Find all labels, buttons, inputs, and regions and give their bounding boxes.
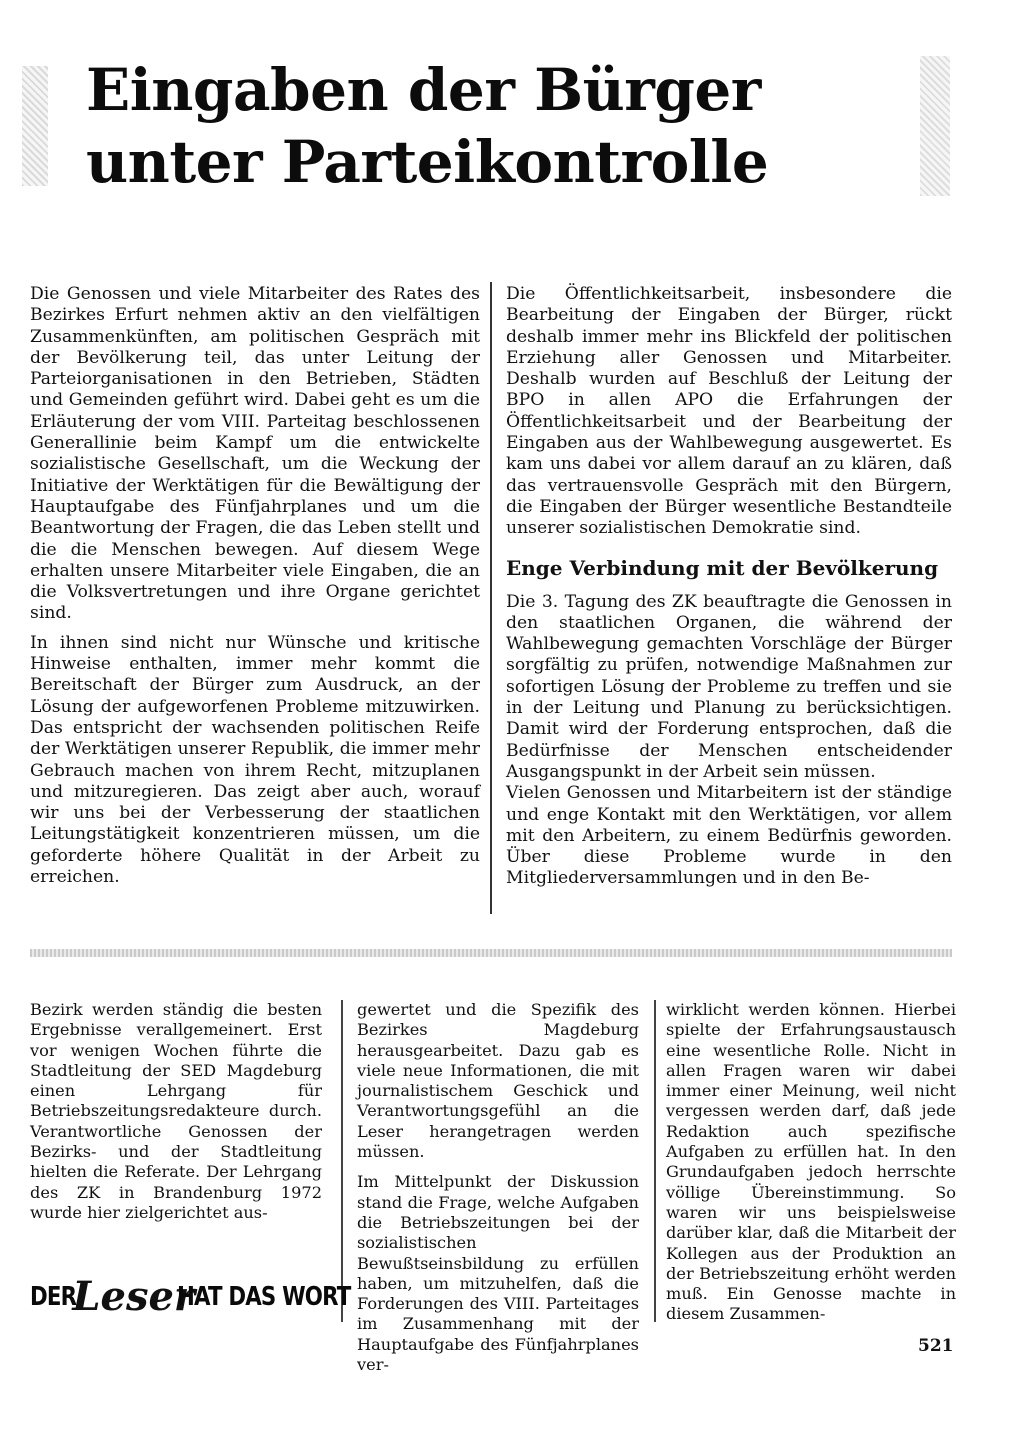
column-divider (341, 1000, 343, 1322)
article-title-line-1: Eingaben der Bürger (86, 56, 761, 124)
article-paragraph: Die 3. Tagung des ZK beauftragte die Genossen in den staatlichen Organen, die während der Wahlbewegung gemachten Vorschläge der Bürger sorgfältig zu prüfen, notwendige Maßnahmen zur sofortigen Lösung der Probleme zu treffen und sie in der Leitung und Planung zu berücksichtigen. Damit wird der Forderung entsprochen, daß die Bedürfnisse der Menschen entscheidender Ausgangspunkt in der Arbeit sein müssen. (506, 591, 952, 782)
article-paragraph: In ihnen sind nicht nur Wünsche und kritische Hinweise enthalten, immer mehr kommt die Bereitschaft der Bürger zum Ausdruck, an der Lösung der aufgeworfenen Probleme mitzuwirken. Das entspricht der wachsenden politischen Reife der Werktätigen unserer Republik, die immer mehr Gebrauch machen von ihrem Recht, mitzuplanen und mitzuregieren. Das zeigt aber auch, worauf wir uns bei der Verbesserung der staatlichen Leitungstätigkeit konzentrieren müssen, um die geforderte höhere Qualität in der Arbeit zu erreichen. (30, 632, 480, 888)
reader-column-1 (30, 1000, 322, 1223)
page-number: 521 (918, 1336, 954, 1356)
scan-mark-left (22, 66, 48, 186)
logo-text-der: DER (30, 1282, 77, 1312)
reader-column-3 (666, 1000, 956, 1325)
logo-text-hat-das-wort: HAT DAS WORT (177, 1282, 351, 1312)
article-title (86, 54, 916, 198)
article-paragraph: Die Genossen und viele Mitarbeiter des Rates des Bezirkes Erfurt nehmen aktiv an den vielfältigen Zusammenkünften, am politischen Gespräch mit der Bevölkerung teil, das unter Leitung der Parteiorganisationen in den Betrieben, Städten und Gemeinden geführt wird. Dabei geht es um die Erläuterung der vom VIII. Parteitag beschlossenen Generallinie beim Kampf um die entwickelte sozialistische Gesellschaft, um die Weckung der Initiative der Werktätigen für die Bewältigung der Hauptaufgabe des Fünfjahrplanes und um die Beantwortung der Fragen, die das Leben stellt und die die Menschen bewegen. Auf diesem Wege erhalten unsere Mitarbeiter viele Eingaben, die an die Volksvertretungen und ihre Organe gerichtet sind. (30, 284, 480, 624)
reader-paragraph: Bezirk werden ständig die besten Ergebnisse verallgemeinert. Erst vor wenigen Wochen führte die Stadtleitung der SED Magdeburg einen Lehrgang für Betriebszeitungsredakteure durch. Verantwortliche Genossen der Bezirks- und der Stadtleitung hielten die Referate. Der Lehrgang des ZK in Brandenburg 1972 wurde hier zielgerichtet aus- (30, 1000, 322, 1222)
logo-text-leser: Leser (72, 1273, 195, 1320)
article-column-left (30, 284, 480, 888)
column-divider (490, 282, 492, 914)
article-paragraph: Die Öffentlichkeitsarbeit, insbesondere die Bearbeitung der Eingaben der Bürger, rückt deshalb immer mehr ins Blickfeld der politischen Erziehung aller Genossen und Mitarbeiter. Deshalb wurden auf Beschluß der Leitung der BPO in allen APO die Erfahrungen der Öffentlichkeitsarbeit und der Bearbeitung der Eingaben aus der Wahlbewegung ausgewertet. Es kam uns dabei vor allem darauf an zu klären, daß das vertrauensvolle Gespräch mit den Bürgern, die Eingaben der Bürger wesentliche Bestandteile unserer sozialistischen Demokratie sind. (506, 284, 952, 539)
article-title-line-2: unter Parteikontrolle (86, 128, 769, 196)
reader-paragraph: Im Mittelpunkt der Diskussion stand die Frage, welche Aufgaben die Betriebszeitungen bei der sozialistischen Bewußtseinsbildung zu erfüllen haben, um mitzuhelfen, daß die Forderungen des VIII. Parteitages im Zusammenhang mit der Hauptaufgabe des Fünfjahrplanes ver- (357, 1172, 639, 1375)
section-separator (30, 949, 952, 957)
reader-paragraph: wirklicht werden können. Hierbei spielte der Erfahrungsaustausch eine wesentliche Rolle. Nicht in allen Fragen waren wir dabei immer einer Meinung, weil nicht vergessen werden darf, daß jede Redaktion auch spezifische Aufgaben zu erfüllen hat. In den Grundaufgaben jedoch herrschte völlige Übereinstimmung. So waren wir uns beispielsweise darüber klar, daß die Mitarbeit der Kollegen aus der Produktion an der Betriebszeitung erhöht werden muß. Ein Genosse machte in diesem Zusammen- (666, 1000, 956, 1324)
reader-section-logo (30, 1272, 351, 1322)
reader-paragraph: gewertet und die Spezifik des Bezirkes Magdeburg herausgearbeitet. Dazu gab es viele neue Informationen, die mit journalistischem Geschick und Verantwortungsgefühl an die Leser herangetragen werden müssen. (357, 1000, 639, 1162)
article-paragraph: Vielen Genossen und Mitarbeitern ist der ständige und enge Kontakt mit den Werktätigen, vor allem mit den Arbeitern, zu einem Bedürfnis geworden. Über diese Probleme wurde in den Mitgliederversammlungen und in den Be- (506, 783, 952, 889)
reader-column-2 (357, 1000, 639, 1375)
section-subheading: Enge Verbindung mit der Bevölkerung (506, 555, 939, 580)
scan-mark-right (920, 56, 950, 196)
article-column-right (506, 284, 952, 890)
column-divider (654, 1000, 656, 1322)
